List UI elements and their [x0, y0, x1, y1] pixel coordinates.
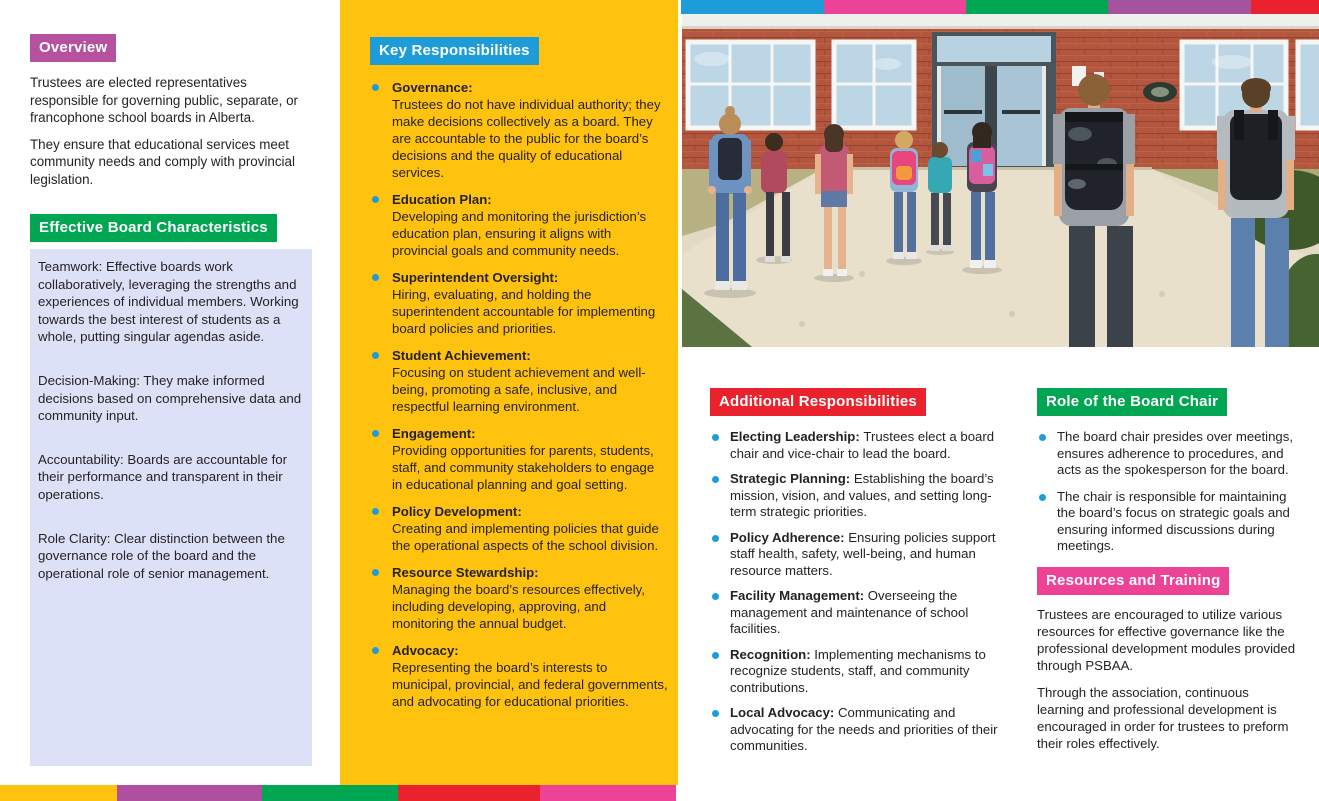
color-stripe: [824, 0, 966, 14]
item-body: Hiring, evaluating, and holding the superintendent accountable for implementing board policies and priorities.: [392, 287, 656, 336]
item-heading: Governance:: [392, 80, 473, 95]
overview-paragraph: They ensure that educational services meet community needs and comply with provincial legislation.: [30, 136, 295, 187]
key-responsibility-item: [370, 79, 668, 181]
item-heading: Resource Stewardship:: [392, 565, 539, 580]
left-column: [30, 34, 312, 766]
item-body: Overseeing the management and maintenance of school facilities.: [730, 588, 969, 636]
key-responsibilities-column: [340, 0, 678, 785]
item-lead: Recognition:: [730, 646, 811, 662]
key-responsibility-item: [370, 269, 668, 337]
resources-badge-wrap: [1037, 567, 1301, 595]
item-heading: Student Achievement:: [392, 348, 531, 363]
item-heading: Education Plan:: [392, 192, 492, 207]
additional-responsibility-item: [710, 588, 1000, 638]
item-body: Focusing on student achievement and well-being, promoting a safe, inclusive, and respectful learning environment.: [392, 365, 646, 414]
additional-responsibility-item: [710, 705, 1000, 755]
additional-responsibilities-badge: Additional Responsibilities: [710, 388, 926, 416]
characteristics-paragraph: Decision-Making: They make informed decisions based on comprehensive data and community input.: [38, 372, 302, 424]
item-body: Creating and implementing policies that guide the operational aspects of the school division.: [392, 521, 659, 553]
item-body: Developing and monitoring the jurisdiction’s education plan, ensuring it aligns with provincial goals and community needs.: [392, 209, 647, 258]
characteristics-badge: Effective Board Characteristics: [30, 214, 277, 242]
overview-badge: Overview: [30, 34, 116, 62]
color-stripe: [966, 0, 1108, 14]
item-body: Trustees elect a board chair and vice-chair to lead the board.: [730, 429, 995, 461]
item-lead: Facility Management:: [730, 588, 865, 603]
key-responsibility-item: [370, 503, 668, 554]
key-responsibility-item: [370, 564, 668, 632]
resources-paragraph: Trustees are encouraged to utilize various resources for effective governance like the professional development modules provided through PSBAA.: [1037, 606, 1296, 673]
key-responsibilities-list: [370, 79, 666, 710]
characteristics-badge-wrap: [30, 214, 312, 242]
characteristics-paragraph: Accountability: Boards are accountable for their performance and transparent in their operations.: [38, 451, 288, 502]
photo-wrap: [682, 14, 1319, 347]
key-responsibilities-badge: Key Responsibilities: [370, 37, 539, 65]
item-heading: Policy Development:: [392, 504, 522, 519]
key-responsibilities-content: [370, 37, 666, 720]
resources-badge: Resources and Training: [1037, 567, 1229, 595]
color-stripe: [681, 0, 824, 14]
color-stripe: [540, 785, 676, 801]
additional-responsibilities-list: [710, 429, 1002, 755]
item-body: Implementing mechanisms to recognize students, staff, and community contributions.: [730, 646, 986, 695]
item-body: Managing the board’s resources effectively, including developing, approving, and monitoring the annual budget.: [392, 582, 645, 631]
item-body: Trustees do not have individual authority; they make decisions collectively as a board. They are accountable to the public for the board’s decisions and the quality of educational services.: [392, 97, 661, 180]
characteristics-paragraph: Role Clarity: Clear distinction between the governance role of the board and the operational role of senior management.: [38, 530, 285, 581]
key-responsibility-item: [370, 347, 668, 415]
additional-responsibility-item: [710, 471, 1000, 521]
board-chair-item: The chair is responsible for maintaining the board’s focus on strategic goals and ensuring informed discussions during meetings.: [1037, 489, 1305, 555]
color-stripe: [117, 785, 262, 801]
item-lead: Local Advocacy:: [730, 705, 835, 720]
resources-paragraph: Through the association, continuous learning and professional development is encouraged in order for trustees to preform their roles effectively.: [1037, 684, 1289, 751]
item-lead: Strategic Planning:: [730, 471, 851, 486]
item-body: Representing the board’s interests to municipal, provincial, and federal governments, and advocating for educational priorities.: [392, 660, 668, 709]
additional-responsibility-item: [710, 647, 1000, 697]
color-stripe: [398, 785, 540, 801]
characteristics-box: [30, 249, 312, 766]
item-body: Providing opportunities for parents, students, staff, and community stakeholders to engage in educational planning and goal setting.: [392, 443, 655, 492]
board-chair-item: The board chair presides over meetings, ensures adherence to procedures, and acts as the spokesperson for the board.: [1037, 429, 1305, 479]
key-responsibility-item: [370, 642, 668, 710]
color-stripe: [0, 785, 117, 801]
item-body: Establishing the board’s mission, vision, and values, and setting long-term strategic priorities.: [730, 471, 994, 519]
overview-paragraphs: [30, 74, 312, 188]
additional-responsibilities-column: [710, 388, 1002, 764]
overview-paragraph: Trustees are elected representatives responsible for governing public, separate, or francophone school boards in Alberta.: [30, 75, 298, 125]
item-lead: Electing Leadership:: [730, 429, 860, 444]
resources-paragraphs: [1037, 606, 1301, 752]
bottom-color-stripes: [0, 785, 676, 801]
board-chair-column: [1037, 388, 1301, 762]
students-walking-to-school-photo: [682, 14, 1319, 347]
item-heading: Engagement:: [392, 426, 476, 441]
key-responsibility-item: [370, 191, 668, 259]
top-color-stripes: [681, 0, 1319, 14]
item-lead: Policy Adherence:: [730, 529, 845, 545]
item-heading: Advocacy:: [392, 643, 459, 658]
board-chair-badge: Role of the Board Chair: [1037, 388, 1227, 416]
board-chair-list: [1037, 429, 1301, 555]
additional-responsibility-item: [710, 530, 1000, 580]
item-heading: Superintendent Oversight:: [392, 270, 559, 285]
color-stripe: [1108, 0, 1251, 14]
item-body: Communicating and advocating for the needs and priorities of their communities.: [730, 705, 998, 753]
color-stripe: [1251, 0, 1319, 14]
item-body: Ensuring policies support staff health, safety, well-being, and human resource matters.: [730, 529, 996, 578]
color-stripe: [262, 785, 398, 801]
key-responsibility-item: [370, 425, 668, 493]
additional-responsibility-item: [710, 429, 1000, 462]
characteristics-paragraph: Teamwork: Effective boards work collaboratively, leveraging the strengths and experiences of individual members. Working towards the best interest of students as a whole, putting singular agendas aside.: [38, 259, 299, 345]
